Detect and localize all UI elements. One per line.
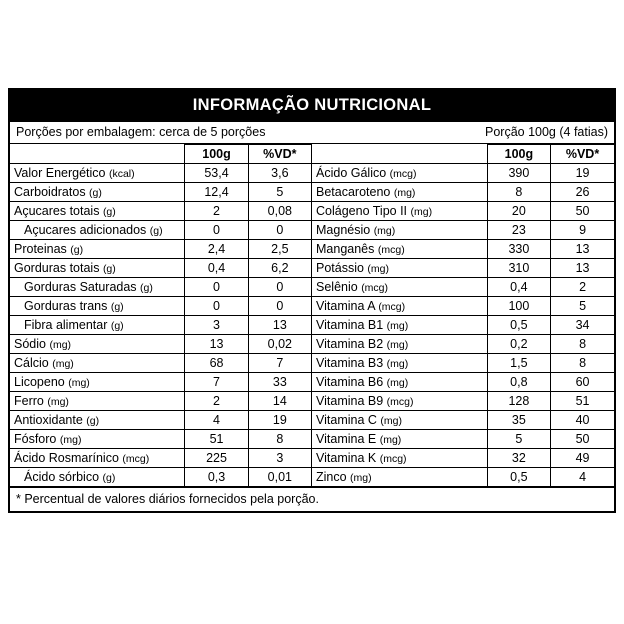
nutrient-dv: 0 (248, 278, 311, 297)
table-row (312, 411, 614, 430)
table-row (312, 297, 614, 316)
nutrient-amount: 0,3 (185, 468, 248, 487)
nutrient-name: Fósforo (mg) (10, 430, 185, 449)
nutrient-dv: 14 (248, 392, 311, 411)
table-header-row (312, 145, 614, 164)
nutrient-name: Antioxidante (g) (10, 411, 185, 430)
nutrient-name: Proteinas (g) (10, 240, 185, 259)
nutrient-amount: 53,4 (185, 164, 248, 183)
nutrient-amount: 1,5 (487, 354, 550, 373)
nutrient-name: Ácido Gálico (mcg) (312, 164, 487, 183)
nutrient-name: Ferro (mg) (10, 392, 185, 411)
nutrient-dv: 3 (248, 449, 311, 468)
table-row (312, 221, 614, 240)
nutrient-name: Manganês (mcg) (312, 240, 487, 259)
footnote: * Percentual de valores diários fornecidos pela porção. (10, 487, 614, 511)
table-row (312, 240, 614, 259)
nutrient-dv: 49 (551, 449, 614, 468)
table-row (10, 411, 312, 430)
nutrient-dv: 0,08 (248, 202, 311, 221)
nutrient-dv: 26 (551, 183, 614, 202)
nutrient-amount: 23 (487, 221, 550, 240)
nutrient-dv: 5 (248, 183, 311, 202)
nutrient-dv: 2 (551, 278, 614, 297)
nutrient-dv: 2,5 (248, 240, 311, 259)
header-dv: %VD* (248, 145, 311, 164)
table-row (10, 259, 312, 278)
nutrient-name: Carboidratos (g) (10, 183, 185, 202)
nutrient-amount: 4 (185, 411, 248, 430)
table-row (10, 430, 312, 449)
nutrient-name: Vitamina C (mg) (312, 411, 487, 430)
nutrient-name: Betacaroteno (mg) (312, 183, 487, 202)
nutrient-dv: 60 (551, 373, 614, 392)
nutrient-dv: 5 (551, 297, 614, 316)
portion-size: Porção 100g (4 fatias) (485, 125, 608, 139)
nutrient-dv: 40 (551, 411, 614, 430)
nutrient-amount: 0,5 (487, 316, 550, 335)
table-row (10, 164, 312, 183)
nutrient-dv: 4 (551, 468, 614, 487)
table-row (312, 354, 614, 373)
nutrient-dv: 7 (248, 354, 311, 373)
nutrient-dv: 13 (551, 259, 614, 278)
nutrient-amount: 68 (185, 354, 248, 373)
nutrient-amount: 0 (185, 297, 248, 316)
nutrient-name: Vitamina B1 (mg) (312, 316, 487, 335)
nutrient-name: Gorduras totais (g) (10, 259, 185, 278)
nutrient-name: Ácido sórbico (g) (10, 468, 185, 487)
nutrient-dv: 3,6 (248, 164, 311, 183)
nutrient-amount: 0,5 (487, 468, 550, 487)
nutrient-amount: 0,4 (185, 259, 248, 278)
nutrient-amount: 128 (487, 392, 550, 411)
portions-row (10, 122, 614, 144)
nutrient-name: Zinco (mg) (312, 468, 487, 487)
nutrient-amount: 32 (487, 449, 550, 468)
nutrient-amount: 13 (185, 335, 248, 354)
table-row (312, 430, 614, 449)
nutrient-amount: 2 (185, 202, 248, 221)
nutrient-amount: 310 (487, 259, 550, 278)
nutrient-name: Vitamina B9 (mcg) (312, 392, 487, 411)
nutrient-dv: 8 (551, 335, 614, 354)
table-row (312, 316, 614, 335)
nutrient-amount: 330 (487, 240, 550, 259)
nutrient-dv: 0 (248, 221, 311, 240)
table-row (10, 449, 312, 468)
table-row (10, 392, 312, 411)
table-row (312, 202, 614, 221)
nutrient-amount: 225 (185, 449, 248, 468)
nutrient-name: Potássio (mg) (312, 259, 487, 278)
table-row (10, 183, 312, 202)
nutrient-amount: 390 (487, 164, 550, 183)
page-title: INFORMAÇÃO NUTRICIONAL (10, 90, 614, 122)
table-row (10, 373, 312, 392)
nutrient-amount: 3 (185, 316, 248, 335)
nutrient-amount: 7 (185, 373, 248, 392)
nutrient-name: Vitamina E (mg) (312, 430, 487, 449)
nutrient-name: Vitamina B6 (mg) (312, 373, 487, 392)
nutrient-amount: 35 (487, 411, 550, 430)
table-row (312, 449, 614, 468)
nutrient-name: Açucares adicionados (g) (10, 221, 185, 240)
table-row (312, 278, 614, 297)
nutrient-table-left (10, 144, 312, 487)
header-dv: %VD* (551, 145, 614, 164)
nutrient-name: Ácido Rosmarínico (mcg) (10, 449, 185, 468)
nutrient-amount: 8 (487, 183, 550, 202)
nutrient-amount: 20 (487, 202, 550, 221)
table-row (10, 240, 312, 259)
table-row (10, 278, 312, 297)
nutrient-dv: 0 (248, 297, 311, 316)
table-row (312, 468, 614, 487)
nutrient-name: Licopeno (mg) (10, 373, 185, 392)
nutrient-amount: 12,4 (185, 183, 248, 202)
nutrient-amount: 5 (487, 430, 550, 449)
nutrient-amount: 2 (185, 392, 248, 411)
table-row (312, 373, 614, 392)
nutrient-dv: 9 (551, 221, 614, 240)
nutrient-dv: 13 (248, 316, 311, 335)
table-row (312, 335, 614, 354)
nutrient-dv: 19 (551, 164, 614, 183)
table-row (312, 164, 614, 183)
table-row (10, 354, 312, 373)
nutrition-facts-panel (8, 88, 616, 513)
table-row (312, 392, 614, 411)
nutrient-name: Cálcio (mg) (10, 354, 185, 373)
header-amount: 100g (185, 145, 248, 164)
nutrient-name: Valor Energético (kcal) (10, 164, 185, 183)
nutrient-column-left (10, 144, 312, 487)
nutrient-amount: 0,8 (487, 373, 550, 392)
nutrient-dv: 33 (248, 373, 311, 392)
nutrient-amount: 0,4 (487, 278, 550, 297)
nutrient-dv: 50 (551, 430, 614, 449)
nutrient-name: Vitamina A (mcg) (312, 297, 487, 316)
nutrient-name: Açucares totais (g) (10, 202, 185, 221)
header-spacer (10, 145, 185, 164)
nutrient-dv: 0,01 (248, 468, 311, 487)
table-row (10, 335, 312, 354)
table-row (312, 259, 614, 278)
table-row (10, 316, 312, 335)
nutrient-dv: 8 (248, 430, 311, 449)
nutrient-table-right (312, 144, 614, 487)
nutrient-name: Selênio (mcg) (312, 278, 487, 297)
table-row (10, 297, 312, 316)
nutrient-name: Gorduras Saturadas (g) (10, 278, 185, 297)
table-row (10, 221, 312, 240)
nutrient-amount: 51 (185, 430, 248, 449)
table-row (10, 468, 312, 487)
nutrient-dv: 6,2 (248, 259, 311, 278)
nutrient-name: Gorduras trans (g) (10, 297, 185, 316)
nutrient-name: Magnésio (mg) (312, 221, 487, 240)
nutrient-dv: 34 (551, 316, 614, 335)
nutrient-column-right (312, 144, 614, 487)
nutrient-dv: 0,02 (248, 335, 311, 354)
nutrient-name: Fibra alimentar (g) (10, 316, 185, 335)
header-amount: 100g (487, 145, 550, 164)
nutrient-dv: 50 (551, 202, 614, 221)
nutrient-amount: 0 (185, 221, 248, 240)
nutrient-name: Sódio (mg) (10, 335, 185, 354)
nutrient-amount: 2,4 (185, 240, 248, 259)
nutrient-name: Vitamina B2 (mg) (312, 335, 487, 354)
nutrient-dv: 51 (551, 392, 614, 411)
table-row (10, 202, 312, 221)
nutrient-amount: 100 (487, 297, 550, 316)
table-row (312, 183, 614, 202)
nutrient-name: Vitamina K (mcg) (312, 449, 487, 468)
nutrient-name: Colágeno Tipo II (mg) (312, 202, 487, 221)
nutrient-amount: 0 (185, 278, 248, 297)
portions-per-package: Porções por embalagem: cerca de 5 porções (16, 125, 266, 139)
nutrient-amount: 0,2 (487, 335, 550, 354)
nutrient-dv: 19 (248, 411, 311, 430)
nutrient-columns (10, 144, 614, 487)
table-header-row (10, 145, 312, 164)
nutrient-dv: 13 (551, 240, 614, 259)
nutrient-dv: 8 (551, 354, 614, 373)
header-spacer (312, 145, 487, 164)
nutrient-name: Vitamina B3 (mg) (312, 354, 487, 373)
